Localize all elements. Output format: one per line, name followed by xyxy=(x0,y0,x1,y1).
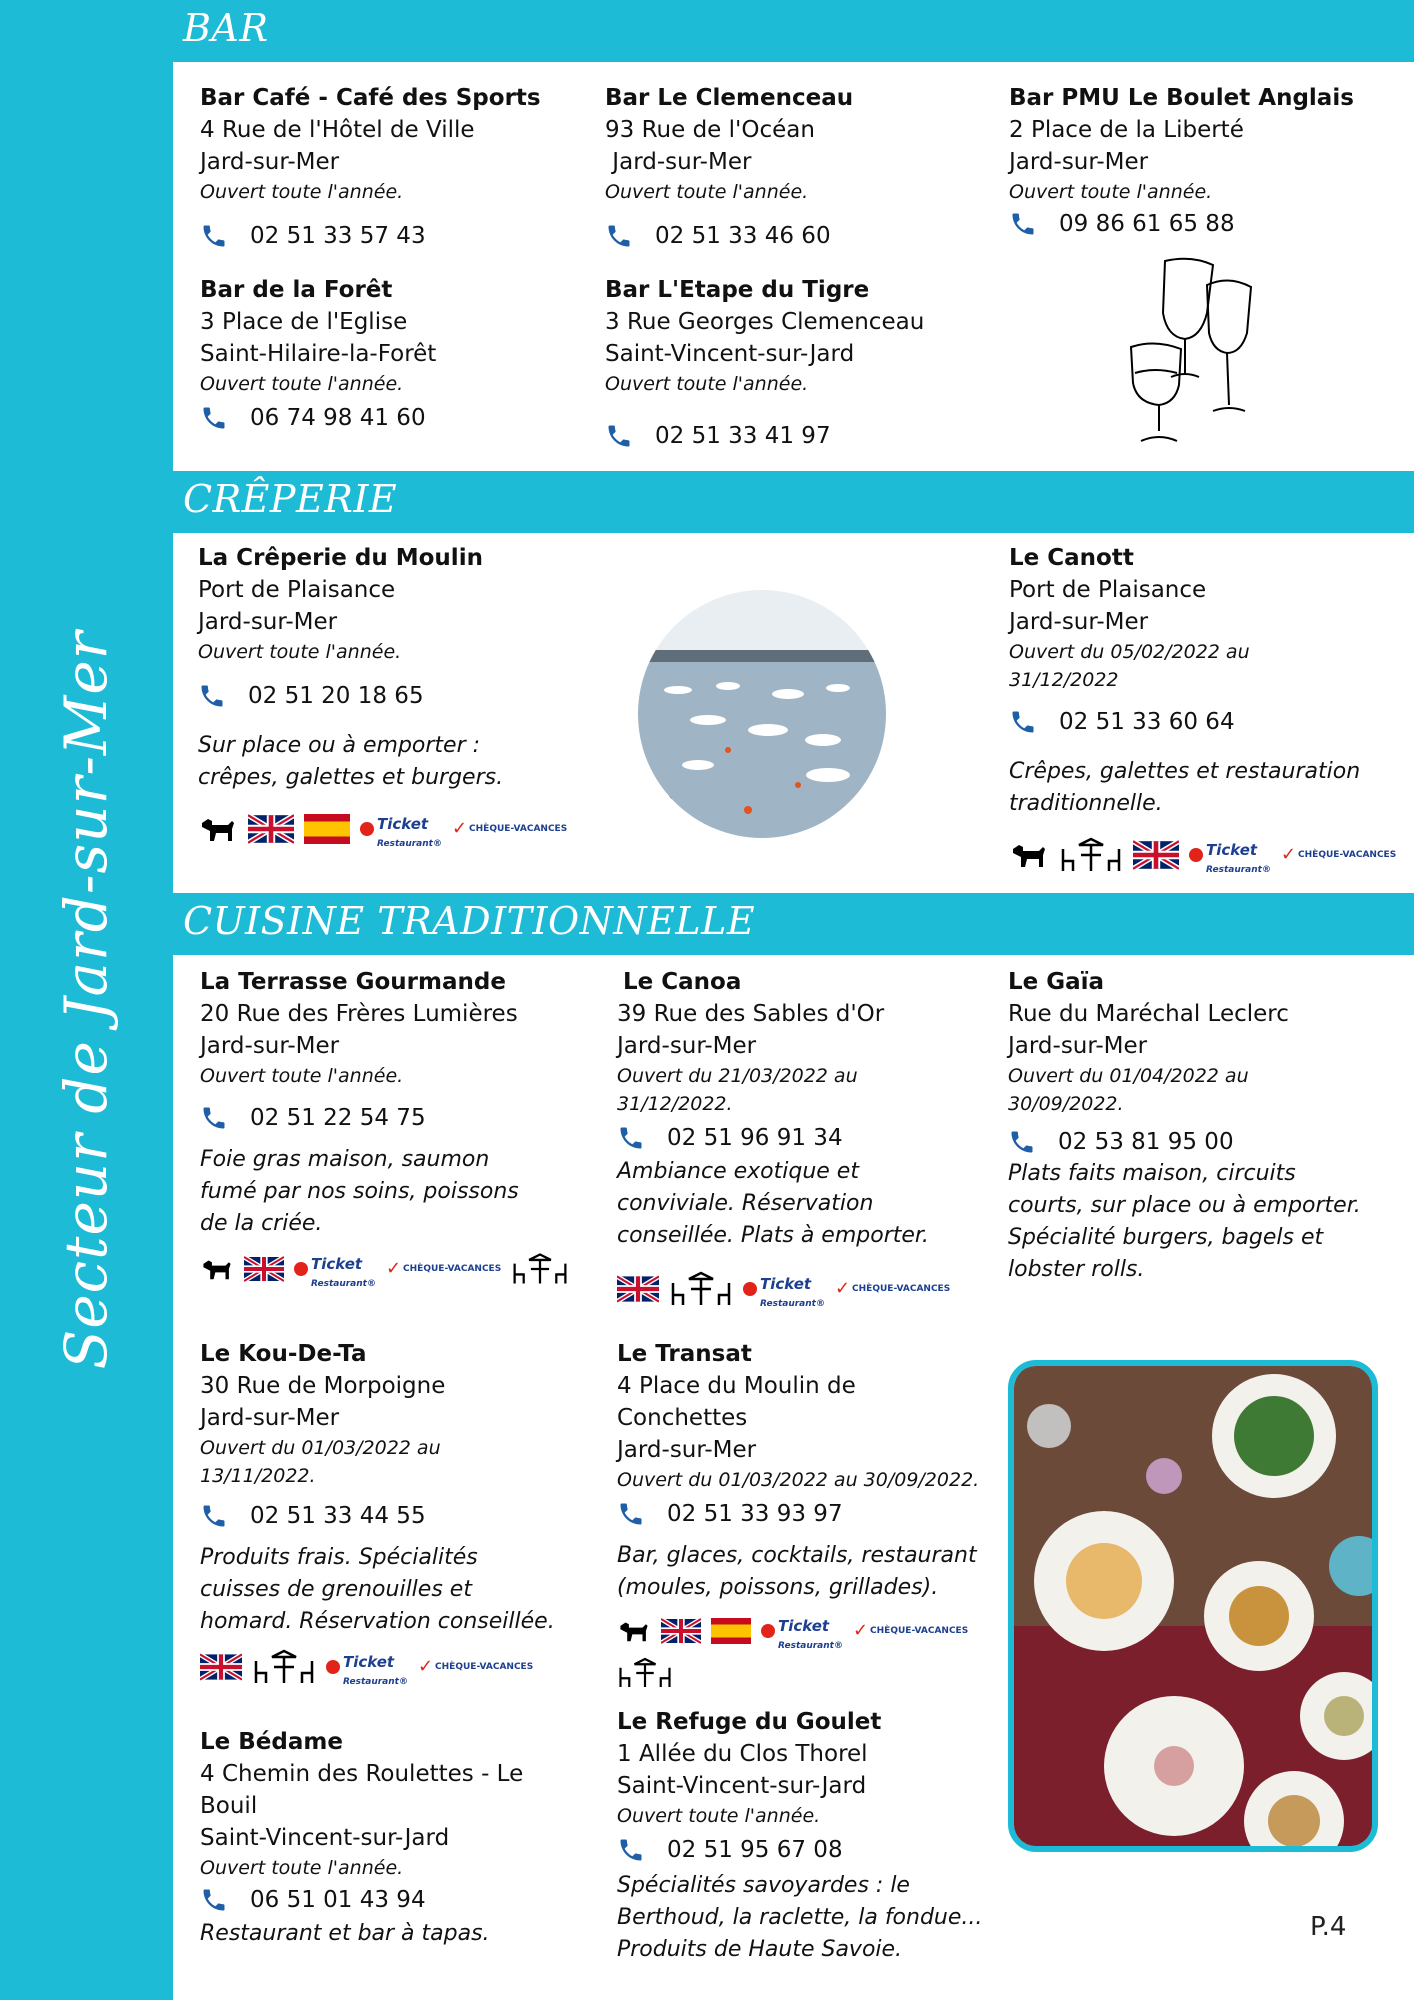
listing-description: Plats faits maison, circuits xyxy=(1008,1161,1296,1186)
cheque-vacances-logo: ✓ CHÈQUE-VACANCES xyxy=(852,1619,969,1641)
phone-row[interactable] xyxy=(617,1122,950,1154)
listing-address: Port de Plaisance xyxy=(198,577,396,603)
listing-description: homard. Réservation conseillée. xyxy=(200,1609,555,1634)
phone-number: 02 51 33 93 97 xyxy=(667,1501,843,1527)
phone-row[interactable] xyxy=(200,1500,555,1532)
listing-description: courts, sur place ou à emporter. xyxy=(1008,1193,1361,1218)
listing-terrasse-gourmande xyxy=(200,966,569,1289)
phone-icon xyxy=(1008,1128,1036,1156)
listing-description: (moules, poissons, grillades). xyxy=(617,1575,939,1600)
phone-number: 06 74 98 41 60 xyxy=(250,405,426,431)
listing-le-canoa xyxy=(617,966,950,1309)
phone-row[interactable] xyxy=(605,220,853,252)
phone-row[interactable] xyxy=(1009,208,1354,240)
phone-row[interactable] xyxy=(605,420,924,452)
uk-flag-icon xyxy=(661,1618,701,1644)
listing-address: 4 Chemin des Roulettes - Le xyxy=(200,1761,524,1787)
listing-description: crêpes, galettes et burgers. xyxy=(198,765,504,790)
listing-name: Le Canott xyxy=(1009,545,1134,571)
phone-number: 09 86 61 65 88 xyxy=(1059,211,1235,237)
listing-refuge-goulet xyxy=(617,1706,982,1966)
terrace-icon xyxy=(252,1649,316,1685)
phone-number: 02 51 20 18 65 xyxy=(248,683,424,709)
badge-row xyxy=(1009,834,1396,875)
listing-description: Produits frais. Spécialités xyxy=(200,1545,478,1570)
listing-hours: Ouvert du 21/03/2022 au xyxy=(617,1065,858,1087)
listing-bar-pmu xyxy=(1009,82,1354,240)
ticket-restaurant-logo: Ticket Restaurant® xyxy=(360,808,442,849)
listing-address: 3 Rue Georges Clemenceau xyxy=(605,309,925,335)
listing-description: Spécialité burgers, bagels et xyxy=(1008,1225,1324,1250)
listing-hours: 30/09/2022. xyxy=(1008,1093,1124,1115)
listing-address: 4 Place du Moulin de xyxy=(617,1373,856,1399)
listing-name: Bar L'Etape du Tigre xyxy=(605,277,870,303)
terrace-icon xyxy=(511,1252,569,1286)
listing-description: Bar, glaces, cocktails, restaurant xyxy=(617,1543,977,1568)
terrace-icon xyxy=(1059,837,1123,873)
listing-city: Saint-Hilaire-la-Forêt xyxy=(200,341,437,367)
phone-row[interactable] xyxy=(200,220,541,252)
ticket-restaurant-logo: Ticket Restaurant® xyxy=(761,1610,843,1651)
listing-city: Jard-sur-Mer xyxy=(1009,609,1149,635)
listing-le-transat xyxy=(617,1338,979,1689)
listing-address: 93 Rue de l'Océan xyxy=(605,117,815,143)
listing-city: Jard-sur-Mer xyxy=(200,149,340,175)
listing-le-bedame xyxy=(200,1726,523,1950)
badge-row xyxy=(617,1610,979,1651)
section-title: CUISINE TRADITIONNELLE xyxy=(183,899,756,943)
uk-flag-icon xyxy=(248,814,294,844)
listing-city: Saint-Vincent-sur-Jard xyxy=(617,1773,867,1799)
listing-description: traditionnelle. xyxy=(1009,791,1163,816)
listing-name: Bar Café - Café des Sports xyxy=(200,85,541,111)
phone-row[interactable] xyxy=(617,1834,982,1866)
wine-glasses-illustration xyxy=(1125,255,1275,460)
listing-description: Crêpes, galettes et restauration xyxy=(1009,759,1361,784)
section-header-bar xyxy=(173,0,1414,62)
page-number: P.4 xyxy=(1310,1912,1347,1942)
phone-row[interactable] xyxy=(1009,706,1396,738)
phone-number: 06 51 01 43 94 xyxy=(250,1887,426,1913)
listing-name: La Crêperie du Moulin xyxy=(198,545,483,571)
phone-icon xyxy=(605,422,633,450)
listing-hours: Ouvert toute l'année. xyxy=(200,181,404,203)
listing-hours: Ouvert du 01/04/2022 au xyxy=(1008,1065,1249,1087)
dog-icon xyxy=(617,1617,651,1645)
cheque-vacances-logo: ✓ CHÈQUE-VACANCES xyxy=(385,1257,502,1279)
listing-address: 39 Rue des Sables d'Or xyxy=(617,1001,885,1027)
food-photo xyxy=(1008,1360,1378,1852)
listing-bar-clemenceau xyxy=(605,82,853,252)
cheque-vacances-logo: ✓ CHÈQUE-VACANCES xyxy=(451,817,568,839)
listing-bar-etape-tigre xyxy=(605,274,924,452)
terrace-icon xyxy=(617,1657,673,1689)
ticket-restaurant-logo: Ticket Restaurant® xyxy=(294,1248,376,1289)
listing-hours: Ouvert toute l'année. xyxy=(200,1065,404,1087)
badge-row xyxy=(200,1248,569,1289)
phone-icon xyxy=(1009,210,1037,238)
listing-city: Saint-Vincent-sur-Jard xyxy=(605,341,855,367)
listing-le-gaia xyxy=(1008,966,1361,1286)
phone-number: 02 53 81 95 00 xyxy=(1058,1129,1234,1155)
listing-hours: Ouvert toute l'année. xyxy=(198,641,402,663)
listing-hours: Ouvert toute l'année. xyxy=(1009,181,1213,203)
listing-name: Le Kou-De-Ta xyxy=(200,1341,367,1367)
phone-icon xyxy=(617,1500,645,1528)
listing-address: 20 Rue des Frères Lumières xyxy=(200,1001,518,1027)
listing-city: Saint-Vincent-sur-Jard xyxy=(200,1825,450,1851)
phone-icon xyxy=(200,222,228,250)
listing-description: conviviale. Réservation xyxy=(617,1191,874,1216)
cheque-vacances-logo: ✓ CHÈQUE-VACANCES xyxy=(417,1655,534,1677)
dog-icon xyxy=(1009,839,1049,871)
section-title: BAR xyxy=(183,6,269,50)
listing-description: conseillée. Plats à emporter. xyxy=(617,1223,929,1248)
listing-hours: 31/12/2022. xyxy=(617,1093,733,1115)
uk-flag-icon xyxy=(200,1653,242,1681)
listing-address: 2 Place de la Liberté xyxy=(1009,117,1244,143)
listing-bar-foret xyxy=(200,274,436,434)
phone-row[interactable] xyxy=(200,1102,569,1134)
listing-name: Bar Le Clemenceau xyxy=(605,85,854,111)
phone-number: 02 51 33 44 55 xyxy=(250,1503,426,1529)
listing-description: Foie gras maison, saumon xyxy=(200,1147,490,1172)
phone-number: 02 51 22 54 75 xyxy=(250,1105,426,1131)
phone-icon xyxy=(200,1104,228,1132)
listing-hours: Ouvert toute l'année. xyxy=(605,373,809,395)
section-header-cuisine xyxy=(173,893,1414,955)
phone-icon xyxy=(198,682,226,710)
phone-icon xyxy=(605,222,633,250)
listing-hours: Ouvert toute l'année. xyxy=(200,1857,404,1879)
sidebar-title: Secteur de Jard-sur-Mer xyxy=(52,630,120,1370)
phone-row[interactable] xyxy=(1008,1126,1361,1158)
listing-hours: 13/11/2022. xyxy=(200,1465,316,1487)
listing-description: de la criée. xyxy=(200,1211,323,1236)
listing-city: Jard-sur-Mer xyxy=(198,609,338,635)
listing-address: Conchettes xyxy=(617,1405,748,1431)
listing-description: Ambiance exotique et xyxy=(617,1159,859,1184)
phone-icon xyxy=(1009,708,1037,736)
badge-row xyxy=(617,1657,979,1689)
phone-icon xyxy=(617,1836,645,1864)
spain-flag-icon xyxy=(711,1618,751,1644)
listing-name: La Terrasse Gourmande xyxy=(200,969,506,995)
listing-description: Spécialités savoyardes : le xyxy=(617,1873,910,1898)
listing-creperie-moulin xyxy=(198,542,567,849)
sidebar xyxy=(0,0,173,2000)
listing-address: 1 Allée du Clos Thorel xyxy=(617,1741,868,1767)
cheque-vacances-logo: ✓ CHÈQUE-VACANCES xyxy=(834,1277,951,1299)
listing-address: Rue du Maréchal Leclerc xyxy=(1008,1001,1289,1027)
badge-row xyxy=(617,1268,950,1309)
phone-icon xyxy=(200,404,228,432)
uk-flag-icon xyxy=(1133,840,1179,870)
listing-city: Jard-sur-Mer xyxy=(605,149,752,175)
listing-hours: Ouvert toute l'année. xyxy=(605,181,809,203)
uk-flag-icon xyxy=(244,1256,284,1282)
phone-number: 02 51 33 46 60 xyxy=(655,223,831,249)
phone-row[interactable] xyxy=(200,1884,523,1916)
listing-address: Bouil xyxy=(200,1793,258,1819)
phone-row[interactable] xyxy=(617,1498,979,1530)
listing-name: Bar PMU Le Boulet Anglais xyxy=(1009,85,1354,111)
badge-row xyxy=(198,808,567,849)
badge-row xyxy=(200,1646,555,1687)
ticket-restaurant-logo: Ticket Restaurant® xyxy=(743,1268,825,1309)
listing-description: fumé par nos soins, poissons xyxy=(200,1179,519,1204)
listing-hours: Ouvert du 01/03/2022 au xyxy=(200,1437,441,1459)
ticket-restaurant-logo: Ticket Restaurant® xyxy=(326,1646,408,1687)
listing-city: Jard-sur-Mer xyxy=(617,1033,757,1059)
listing-address: 3 Place de l'Eglise xyxy=(200,309,408,335)
listing-hours: 31/12/2022 xyxy=(1009,669,1119,691)
phone-number: 02 51 33 41 97 xyxy=(655,423,831,449)
listing-hours: Ouvert du 05/02/2022 au xyxy=(1009,641,1250,663)
cheque-vacances-logo: ✓ CHÈQUE-VACANCES xyxy=(1280,843,1397,865)
harbour-photo xyxy=(638,590,886,838)
listing-name: Le Bédame xyxy=(200,1729,343,1755)
ticket-restaurant-logo: Ticket Restaurant® xyxy=(1189,834,1271,875)
spain-flag-icon xyxy=(304,814,350,844)
listing-address: 30 Rue de Morpoigne xyxy=(200,1373,446,1399)
listing-address: Port de Plaisance xyxy=(1009,577,1207,603)
listing-city: Jard-sur-Mer xyxy=(200,1405,340,1431)
phone-number: 02 51 33 60 64 xyxy=(1059,709,1235,735)
listing-description: Berthoud, la raclette, la fondue... xyxy=(617,1905,983,1930)
listing-city: Jard-sur-Mer xyxy=(200,1033,340,1059)
listing-hours: Ouvert toute l'année. xyxy=(200,373,404,395)
listing-bar-cafe-sports xyxy=(200,82,541,252)
listing-name: Le Transat xyxy=(617,1341,752,1367)
listing-city: Jard-sur-Mer xyxy=(1008,1033,1148,1059)
listing-description: cuisses de grenouilles et xyxy=(200,1577,472,1602)
phone-number: 02 51 33 57 43 xyxy=(250,223,426,249)
listing-hours: Ouvert toute l'année. xyxy=(617,1805,821,1827)
phone-icon xyxy=(200,1886,228,1914)
listing-description: Sur place ou à emporter : xyxy=(198,733,481,758)
uk-flag-icon xyxy=(617,1275,659,1303)
listing-kou-de-ta xyxy=(200,1338,555,1687)
listing-name: Bar de la Forêt xyxy=(200,277,393,303)
listing-le-canott xyxy=(1009,542,1396,875)
terrace-icon xyxy=(669,1271,733,1307)
listing-description: Produits de Haute Savoie. xyxy=(617,1937,903,1962)
listing-address: 4 Rue de l'Hôtel de Ville xyxy=(200,117,475,143)
listing-city: Jard-sur-Mer xyxy=(1009,149,1149,175)
listing-city: Jard-sur-Mer xyxy=(617,1437,757,1463)
section-header-creperie xyxy=(173,471,1414,533)
phone-number: 02 51 96 91 34 xyxy=(667,1125,843,1151)
listing-description: Restaurant et bar à tapas. xyxy=(200,1921,490,1946)
phone-row[interactable] xyxy=(200,402,436,434)
phone-icon xyxy=(200,1502,228,1530)
listing-name: Le Gaïa xyxy=(1008,969,1105,995)
phone-icon xyxy=(617,1124,645,1152)
listing-name: Le Refuge du Goulet xyxy=(617,1709,882,1735)
listing-hours: Ouvert du 01/03/2022 au 30/09/2022. xyxy=(617,1469,980,1491)
dog-icon xyxy=(200,1255,234,1283)
phone-row[interactable] xyxy=(198,680,567,712)
section-title: CRÊPERIE xyxy=(183,477,398,521)
listing-name: Le Canoa xyxy=(623,969,742,995)
listing-description: lobster rolls. xyxy=(1008,1257,1145,1282)
phone-number: 02 51 95 67 08 xyxy=(667,1837,843,1863)
dog-icon xyxy=(198,813,238,845)
